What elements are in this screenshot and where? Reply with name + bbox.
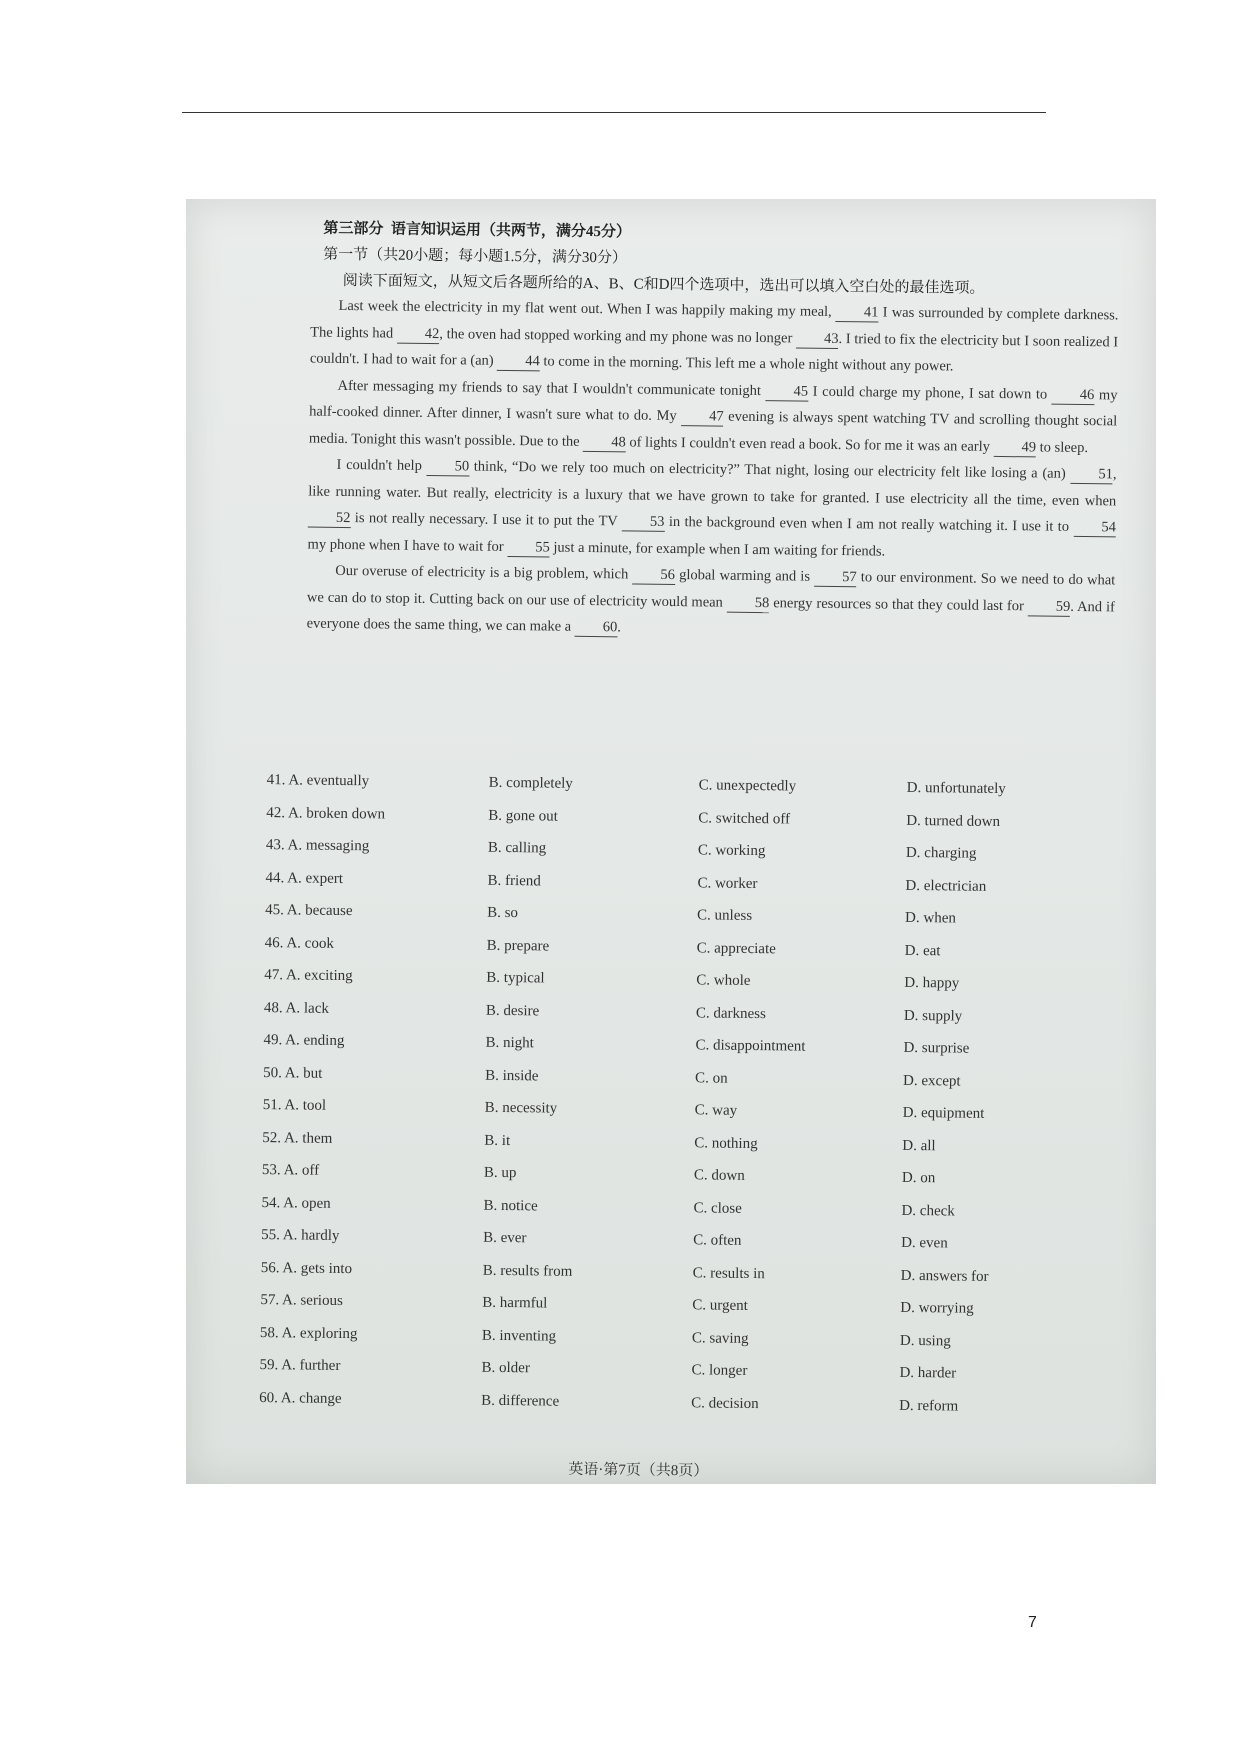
- option-a: 45. A. because: [265, 902, 353, 920]
- option-c: C. down: [693, 1167, 745, 1184]
- cloze-passage: [306, 293, 1118, 647]
- option-c: C. unless: [697, 907, 753, 924]
- option-b: B. inside: [485, 1067, 539, 1084]
- option-c: C. switched off: [698, 809, 791, 827]
- option-c: C. disappointment: [695, 1037, 806, 1055]
- option-d: D. equipment: [902, 1104, 985, 1122]
- option-c: C. decision: [691, 1394, 759, 1412]
- blank-45: 45: [765, 382, 808, 402]
- option-d: D. supply: [903, 1007, 963, 1025]
- option-d: D. unfortunately: [906, 779, 1006, 798]
- option-b: B. harmful: [482, 1294, 548, 1312]
- blank-53: 53: [622, 512, 665, 532]
- part-label: 第三部分: [323, 220, 384, 238]
- blank-56: 56: [632, 566, 675, 586]
- instruction-text: 阅读下面短文，从短文后各题所给的A、B、C和D四个选项中，选出可以填入空白处的最佳选项。: [342, 272, 985, 297]
- option-a: 47. A. exciting: [264, 967, 353, 985]
- blank-57: 57: [814, 568, 857, 588]
- option-d: D. electrician: [905, 877, 987, 895]
- option-a: 43. A. messaging: [265, 837, 370, 855]
- option-d: D. using: [899, 1332, 951, 1349]
- section-heading: 第一节（共20小题；每小题1.5分，满分30分）: [323, 246, 627, 267]
- blank-60: 60: [575, 618, 618, 638]
- blank-43: 43: [796, 329, 839, 349]
- option-c: C. whole: [696, 972, 751, 989]
- option-c: C. longer: [691, 1362, 748, 1379]
- option-a: 41. A. eventually: [266, 772, 370, 790]
- option-c: C. nothing: [694, 1134, 758, 1152]
- option-d: D. on: [901, 1169, 936, 1187]
- option-d: D. check: [901, 1202, 955, 1219]
- option-c: C. saving: [691, 1329, 749, 1347]
- option-a: 54. A. open: [261, 1194, 331, 1212]
- option-a: 55. A. hardly: [261, 1227, 340, 1244]
- option-a: 60. A. change: [259, 1389, 342, 1407]
- blank-42: 42: [397, 324, 440, 344]
- blank-50: 50: [426, 457, 469, 477]
- option-c: C. worker: [697, 874, 758, 892]
- option-d: D. harder: [899, 1364, 957, 1382]
- option-a: 56. A. gets into: [260, 1259, 353, 1277]
- paragraph-2: After messaging my friends to say that I wouldn't communicate tonight 45 I could charge my phone, I sat down to 46 my half-cooked dinner. After dinner, I wasn't sure what to do. My 47 evening is always spent watching TV and scrolling thought social media. Tonight this wasn't possible. Due to the 48 of lights I couldn't even read a book. So for me it was an early 49 to sleep.: [308, 377, 1118, 456]
- option-b: B. desire: [485, 1002, 540, 1019]
- option-a: 44. A. expert: [265, 869, 344, 887]
- blank-54: 54: [1073, 518, 1116, 538]
- option-c: C. darkness: [695, 1004, 767, 1022]
- blank-51: 51: [1070, 465, 1113, 485]
- blank-46: 46: [1052, 385, 1095, 405]
- option-d: D. even: [901, 1234, 948, 1252]
- blank-55: 55: [507, 537, 550, 557]
- part-heading: [323, 217, 631, 242]
- option-d: D. charging: [905, 844, 977, 862]
- blank-58: 58: [727, 593, 770, 613]
- option-a: 59. A. further: [259, 1357, 341, 1374]
- option-d: D. happy: [904, 974, 960, 992]
- option-a: 58. A. exploring: [259, 1324, 358, 1342]
- option-c: C. way: [694, 1102, 738, 1119]
- option-b: B. friend: [487, 872, 541, 889]
- option-a: 42. A. broken down: [266, 804, 386, 823]
- option-b: B. night: [485, 1034, 534, 1052]
- blank-49: 49: [993, 437, 1036, 457]
- photo-footer: 英语·第7页（共8页）: [568, 1461, 709, 1480]
- paragraph-4: Our overuse of electricity is a big problem, which 56 global warming and is 57 to our environment. So we need to do what we can do to stop it. Cutting back on our use of electricity would mean 58 energy resources so that they could last for 59. And if everyone does the same thing, we can make a 60.: [306, 562, 1116, 636]
- option-b: B. gone out: [488, 807, 558, 825]
- option-d: D. reform: [899, 1397, 959, 1415]
- option-a: 48. A. lack: [263, 999, 330, 1017]
- option-b: B. completely: [488, 774, 573, 792]
- option-b: B. inventing: [481, 1327, 557, 1345]
- option-c: C. unexpectedly: [698, 777, 797, 795]
- blank-47: 47: [681, 407, 724, 427]
- option-b: B. older: [481, 1359, 530, 1377]
- option-b: B. difference: [481, 1392, 560, 1410]
- option-b: B. notice: [483, 1197, 538, 1214]
- option-d: D. when: [904, 909, 957, 927]
- option-a: 46. A. cook: [264, 934, 334, 952]
- option-d: D. except: [903, 1072, 961, 1090]
- option-c: C. close: [693, 1199, 742, 1217]
- option-b: B. so: [487, 904, 519, 922]
- option-a: 57. A. serious: [260, 1292, 343, 1310]
- option-a: 52. A. them: [262, 1129, 333, 1147]
- option-d: D. eat: [904, 942, 941, 959]
- option-c: C. urgent: [692, 1297, 748, 1314]
- blank-52: 52: [308, 509, 351, 529]
- option-a: 49. A. ending: [263, 1032, 345, 1050]
- option-d: D. answers for: [900, 1267, 989, 1285]
- header-rule: [182, 112, 1046, 113]
- option-a: 50. A. but: [263, 1064, 323, 1082]
- option-d: D. all: [902, 1137, 936, 1154]
- option-c: C. working: [697, 842, 766, 860]
- option-d: D. turned down: [906, 812, 1001, 830]
- paragraph-1: Last week the electricity in my flat went out. When I was happily making my meal, 41 I was surrounded by complete darkness. The lights had 42, the oven had stopped working and my phone was no longer 43. I tried to fix the electricity but I soon realized I couldn't. I had to wait for a (an) 44 to come in the morning. This left me a whole night without any power.: [309, 297, 1119, 375]
- option-b: B. typical: [486, 969, 545, 987]
- option-b: B. up: [483, 1164, 517, 1182]
- paragraph-3: I couldn't help 50 think, “Do we rely too much on electricity?” That night, losing our electricity felt like losing a (an) 51, like running water. But really, electricity is a luxury that we have grown to take for granted. I use electricity all the time, even when 52 is not really necessary. I use it to put the TV 53 in the background even when I am not really watching it. I use it to 54 my phone when I have to wait for 55 just a minute, for example when I am waiting for friends.: [307, 456, 1117, 560]
- option-c: C. appreciate: [696, 939, 776, 957]
- option-c: C. results in: [692, 1264, 765, 1282]
- option-c: C. on: [695, 1069, 728, 1087]
- option-b: B. necessity: [484, 1099, 558, 1117]
- option-d: D. worrying: [900, 1299, 974, 1317]
- option-b: B. results from: [482, 1262, 573, 1280]
- options-list: [259, 772, 1127, 1432]
- option-c: C. often: [693, 1232, 742, 1249]
- option-d: D. surprise: [903, 1039, 970, 1057]
- blank-44: 44: [497, 352, 540, 372]
- exam-sheet: [186, 199, 1156, 1484]
- blank-59: 59: [1028, 597, 1071, 617]
- page-number: 7: [1028, 1614, 1037, 1631]
- option-b: B. ever: [483, 1229, 527, 1247]
- option-b: B. prepare: [486, 937, 550, 955]
- option-a: 53. A. off: [261, 1162, 320, 1179]
- option-b: B. it: [484, 1132, 511, 1149]
- blank-48: 48: [583, 432, 626, 452]
- blank-41: 41: [836, 303, 879, 323]
- option-a: 51. A. tool: [262, 1097, 327, 1114]
- scanned-exam-photo: [186, 199, 1156, 1484]
- part-title: 语言知识运用（共两节，满分45分）: [390, 221, 632, 241]
- option-b: B. calling: [487, 839, 547, 857]
